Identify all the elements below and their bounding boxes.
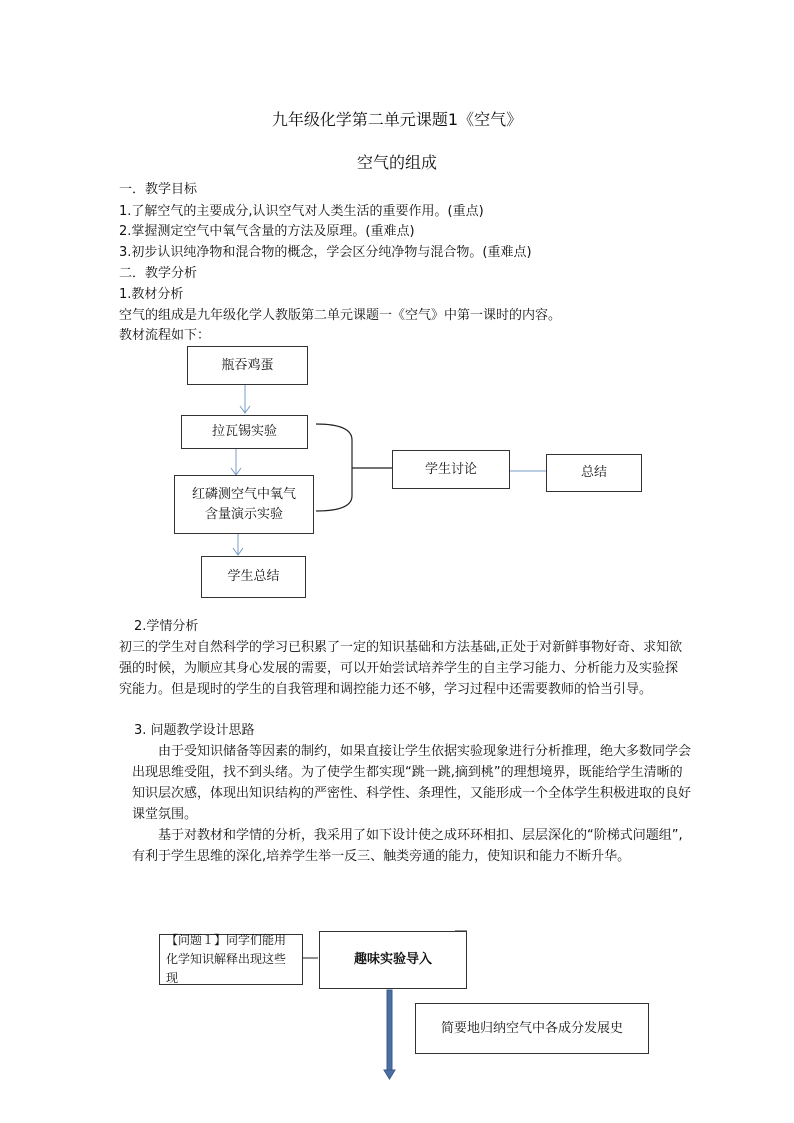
goal-item: 3.初步认识纯净物和混合物的概念，学会区分纯净物与混合物。(重难点) [119, 245, 532, 260]
intro-experiment-box: 趣味实验导入 [319, 931, 467, 989]
flow-box-student-summary: 学生总结 [201, 556, 306, 598]
section-heading-goals: 一．教学目标 [119, 182, 198, 197]
flow-box-conclusion: 总结 [546, 454, 642, 492]
bracket [316, 424, 352, 511]
design-paragraph: 基于对教材和学情的分析，我采用了如下设计使之成环环相扣、层层深化的“阶梯式问题组”,有利于学生思维的深化,培养学生举一反三、触类旁通的能力，使知识和能力不断升华。 [132, 828, 683, 864]
question-1-box: 【问题１】同学们能用化学知识解释出现这些现 [159, 934, 303, 985]
subsection-heading-textbook: 1.教材分析 [119, 287, 184, 302]
history-box: 简要地归纳空气中各成分发展史 [415, 1003, 649, 1054]
flow-intro-text: 教材流程如下： [119, 328, 211, 343]
textbook-analysis-text: 空气的组成是九年级化学人教版第二单元课题一《空气》中第一课时的内容。 [119, 308, 562, 323]
flow-box-discussion: 学生讨论 [392, 450, 510, 489]
goal-item: 1.了解空气的主要成分,认识空气对人类生活的重要作用。(重点) [119, 204, 484, 219]
subsection-heading-design: 3. 问题教学设计思路 [134, 723, 255, 738]
students-analysis-text: 初三的学生对自然科学的学习已积累了一定的知识基础和方法基础,正处于对新鲜事物好奇、求知欲强的时候，为顺应其身心发展的需要，可以开始尝试培养学生的自主学习能力、分析能力及实验探究能力。但是现时的学生的自我管理和调控能力还不够，学习过程中还需要教师的恰当引导。 [119, 640, 683, 697]
section-heading-analysis: 二．教学分析 [119, 266, 198, 281]
flow-box-lavoisier: 拉瓦锡实验 [181, 415, 308, 449]
design-paragraph: 由于受知识储备等因素的制约，如果直接让学生依据实验现象进行分析推理，绝大多数同学会出现思维受阻，找不到头绪。为了使学生都实现“跳一跳,摘到桃”的理想境界，既能给学生清晰的知识层次感，体现出知识结构的严密性、科学性、条理性，又能形成一个全体学生积极进取的良好课堂氛围。 [132, 744, 692, 822]
flow-box-phosphorus: 红磷测空气中氧气含量演示实验 [174, 475, 314, 534]
flow-box-egg: 瓶吞鸡蛋 [187, 346, 308, 385]
subsection-heading-students: 2.学情分析 [134, 619, 199, 634]
goal-item: 2.掌握测定空气中氧气含量的方法及原理。(重难点) [119, 224, 415, 239]
down-arrow [384, 990, 395, 1079]
page-title: 九年级化学第二单元课题1《空气》 [271, 110, 523, 129]
page-subtitle: 空气的组成 [356, 153, 437, 172]
